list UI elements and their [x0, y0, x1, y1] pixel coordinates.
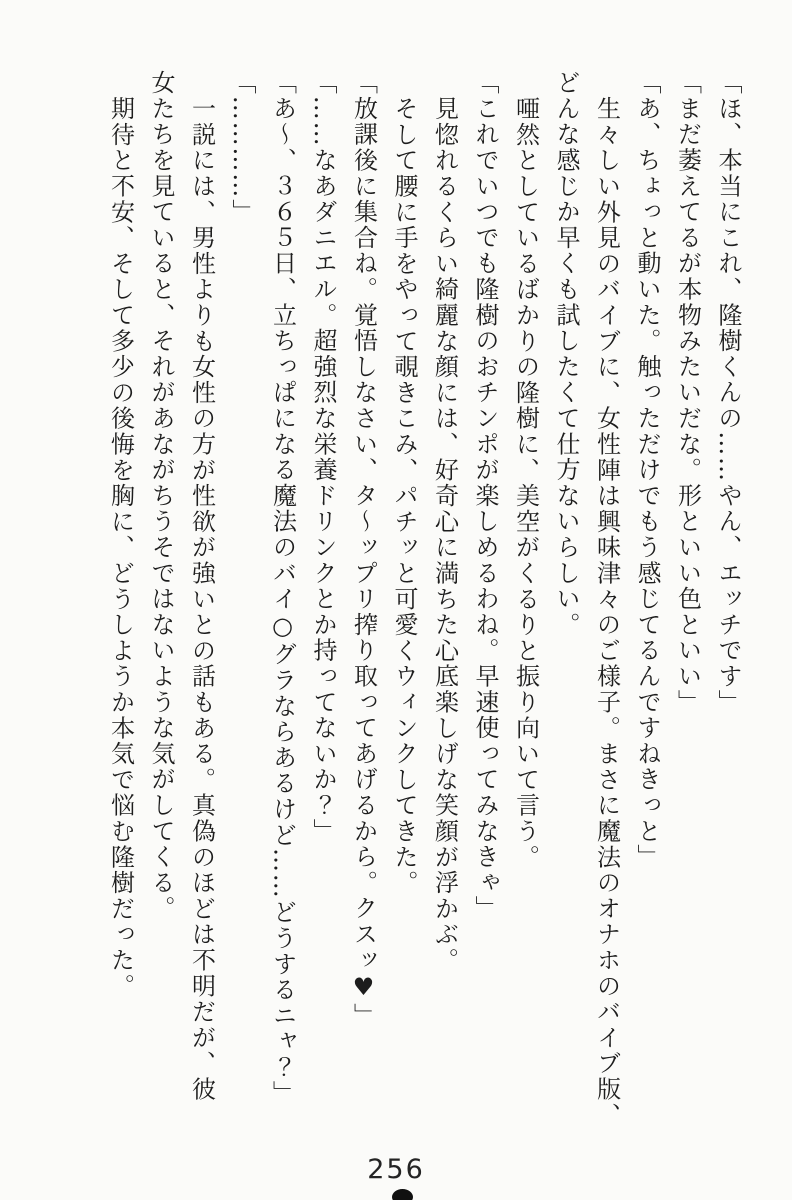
text-line: 「あ〜、３６５日、立ちっぱになる魔法のバイ○グラならあるけど……どうするニャ？」 — [268, 70, 297, 1106]
text-line: 「…………」 — [228, 70, 256, 225]
text-line: 女たちを見ていると、それがあながちうそではないような気がしてくる。 — [147, 70, 175, 922]
text-line: 「あ、ちょっと動いた。触っただけでもう感じてるんですねきっと」 — [633, 70, 661, 870]
printer-dot-mark — [392, 1189, 413, 1200]
text-line: 「……なあダニエル。超強烈な栄養ドリンクとか持ってないか？」 — [309, 70, 337, 844]
text-line: そして腰に手をやって覗きこみ、パチッと可愛くウィンクしてきた。 — [390, 96, 418, 896]
text-line: どんな感じか早くも試したくて仕方ないらしい。 — [552, 70, 580, 638]
text-line: 期待と不安、そして多少の後悔を胸に、どうしようか本気で悩む隆樹だった。 — [106, 96, 135, 999]
text-line: 一説には、男性よりも女性の方が性欲が強いとの話もある。真偽のほどは不明だが、彼 — [187, 96, 216, 1103]
text-line: 「放課後に集合ね。覚悟しなさい、タ〜ップリ搾り取ってあげるから。クスッ♥」 — [349, 70, 378, 1029]
text-line: 「これでいつでも隆樹のおチンポが楽しめるわね。早速使ってみなきゃ」 — [471, 70, 499, 922]
text-line: 唖然としているばかりの隆樹に、美空がくるりと振り向いて言う。 — [511, 96, 540, 870]
text-line: 「まだ萎えてるが本物みたいだな。形といい色といい」 — [673, 70, 702, 715]
text-line: 「ほ、本当にこれ、隆樹くんの……やん、エッチです」 — [714, 70, 742, 715]
page-number: 256 — [367, 1154, 425, 1185]
text-line: 生々しい外見のバイブに、女性陣は興味津々のご様子。まさに魔法のオナホのバイブ版、 — [592, 96, 621, 1128]
vertical-text-block — [100, 70, 748, 1134]
text-line: 見惚れるくらい綺麗な顔には、好奇心に満ちた心底楽しげな笑顔が浮かぶ。 — [430, 96, 459, 974]
